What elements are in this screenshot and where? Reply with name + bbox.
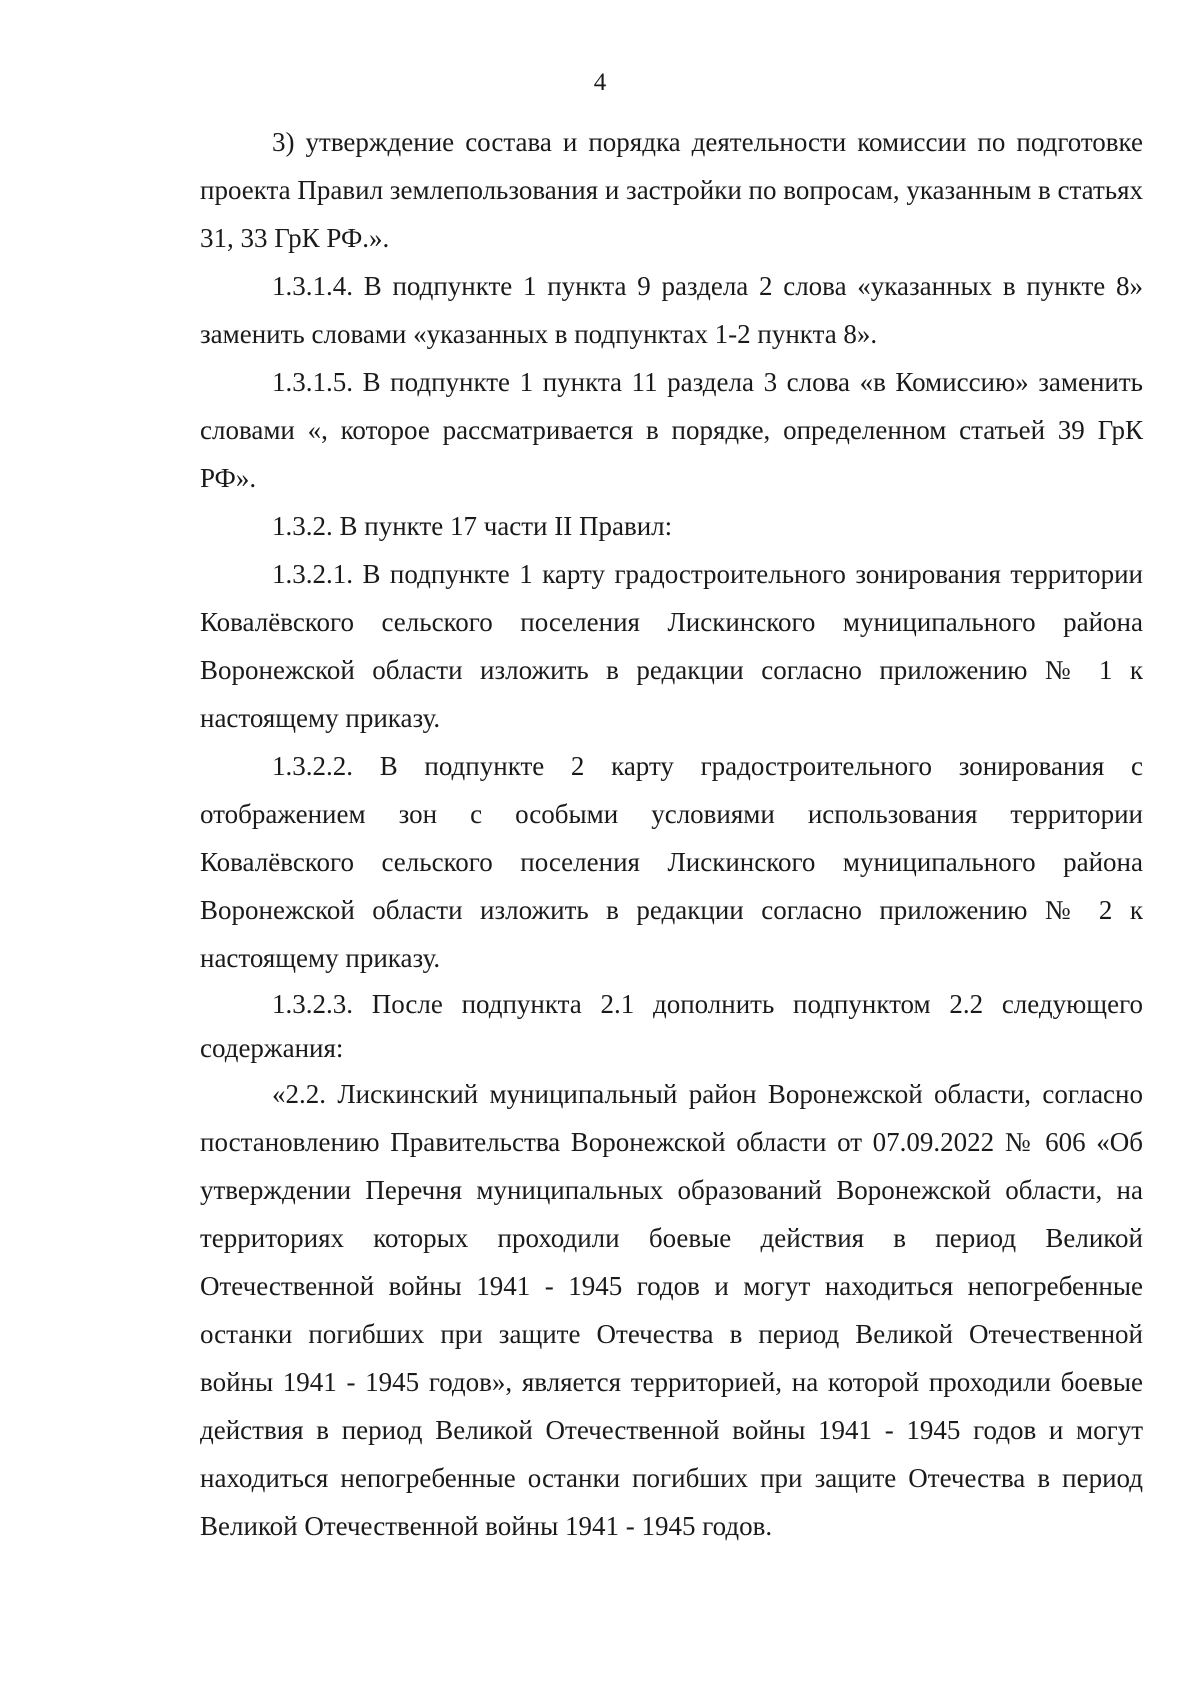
document-body	[200, 118, 1143, 1550]
paragraph-1-3-2-2: 1.3.2.2. В подпункте 2 карту градостроительного зонирования с отображением зон с особыми условиями использования территории Ковалёвского сельского поселения Лискинского муниципального района Воронежской области изложить в редакции согласно приложению № 2 к настоящему приказу.	[200, 751, 1143, 973]
page-number: 4	[593, 69, 607, 96]
paragraph-1-3-1-5: 1.3.1.5. В подпункте 1 пункта 11 раздела 3 слова «в Комиссию» заменить словами «, которое рассматривается в порядке, определенном статьей 39 ГрК РФ».	[200, 367, 1143, 493]
paragraph-item-3: 3) утверждение состава и порядка деятельности комиссии по подготовке проекта Правил землепользования и застройки по вопросам, указанным в статьях 31, 33 ГрК РФ.».	[200, 127, 1143, 253]
paragraph-1-3-2-1: 1.3.2.1. В подпункте 1 карту градостроительного зонирования территории Ковалёвского сельского поселения Лискинского муниципального района Воронежской области изложить в редакции согласно приложению № 1 к настоящему приказу.	[200, 559, 1143, 733]
paragraph-1-3-2-3: 1.3.2.3. После подпункта 2.1 дополнить подпунктом 2.2 следующего содержания:	[200, 989, 1143, 1063]
paragraph-1-3-2: 1.3.2. В пункте 17 части II Правил:	[272, 511, 673, 541]
paragraph-1-3-1-4: 1.3.1.4. В подпункте 1 пункта 9 раздела 2 слова «указанных в пункте 8» заменить словами «указанных в подпунктах 1-2 пункта 8».	[200, 271, 1143, 349]
paragraph-quote-2-2: «2.2. Лискинский муниципальный район Воронежской области, согласно постановлению Правительства Воронежской области от 07.09.2022 № 606 «Об утверждении Перечня муниципальных образований Воронежской области, на территориях которых проходили боевые действия в период Великой Отечественной войны 1941 - 1945 годов и могут находиться непогребенные останки погибших при защите Отечества в период Великой Отечественной войны 1941 - 1945 годов», является территорией, на которой проходили боевые действия в период Великой Отечественной войны 1941 - 1945 годов и могут находиться непогребенные останки погибших при защите Отечества в период Великой Отечественной войны 1941 - 1945 годов.	[200, 1079, 1143, 1541]
